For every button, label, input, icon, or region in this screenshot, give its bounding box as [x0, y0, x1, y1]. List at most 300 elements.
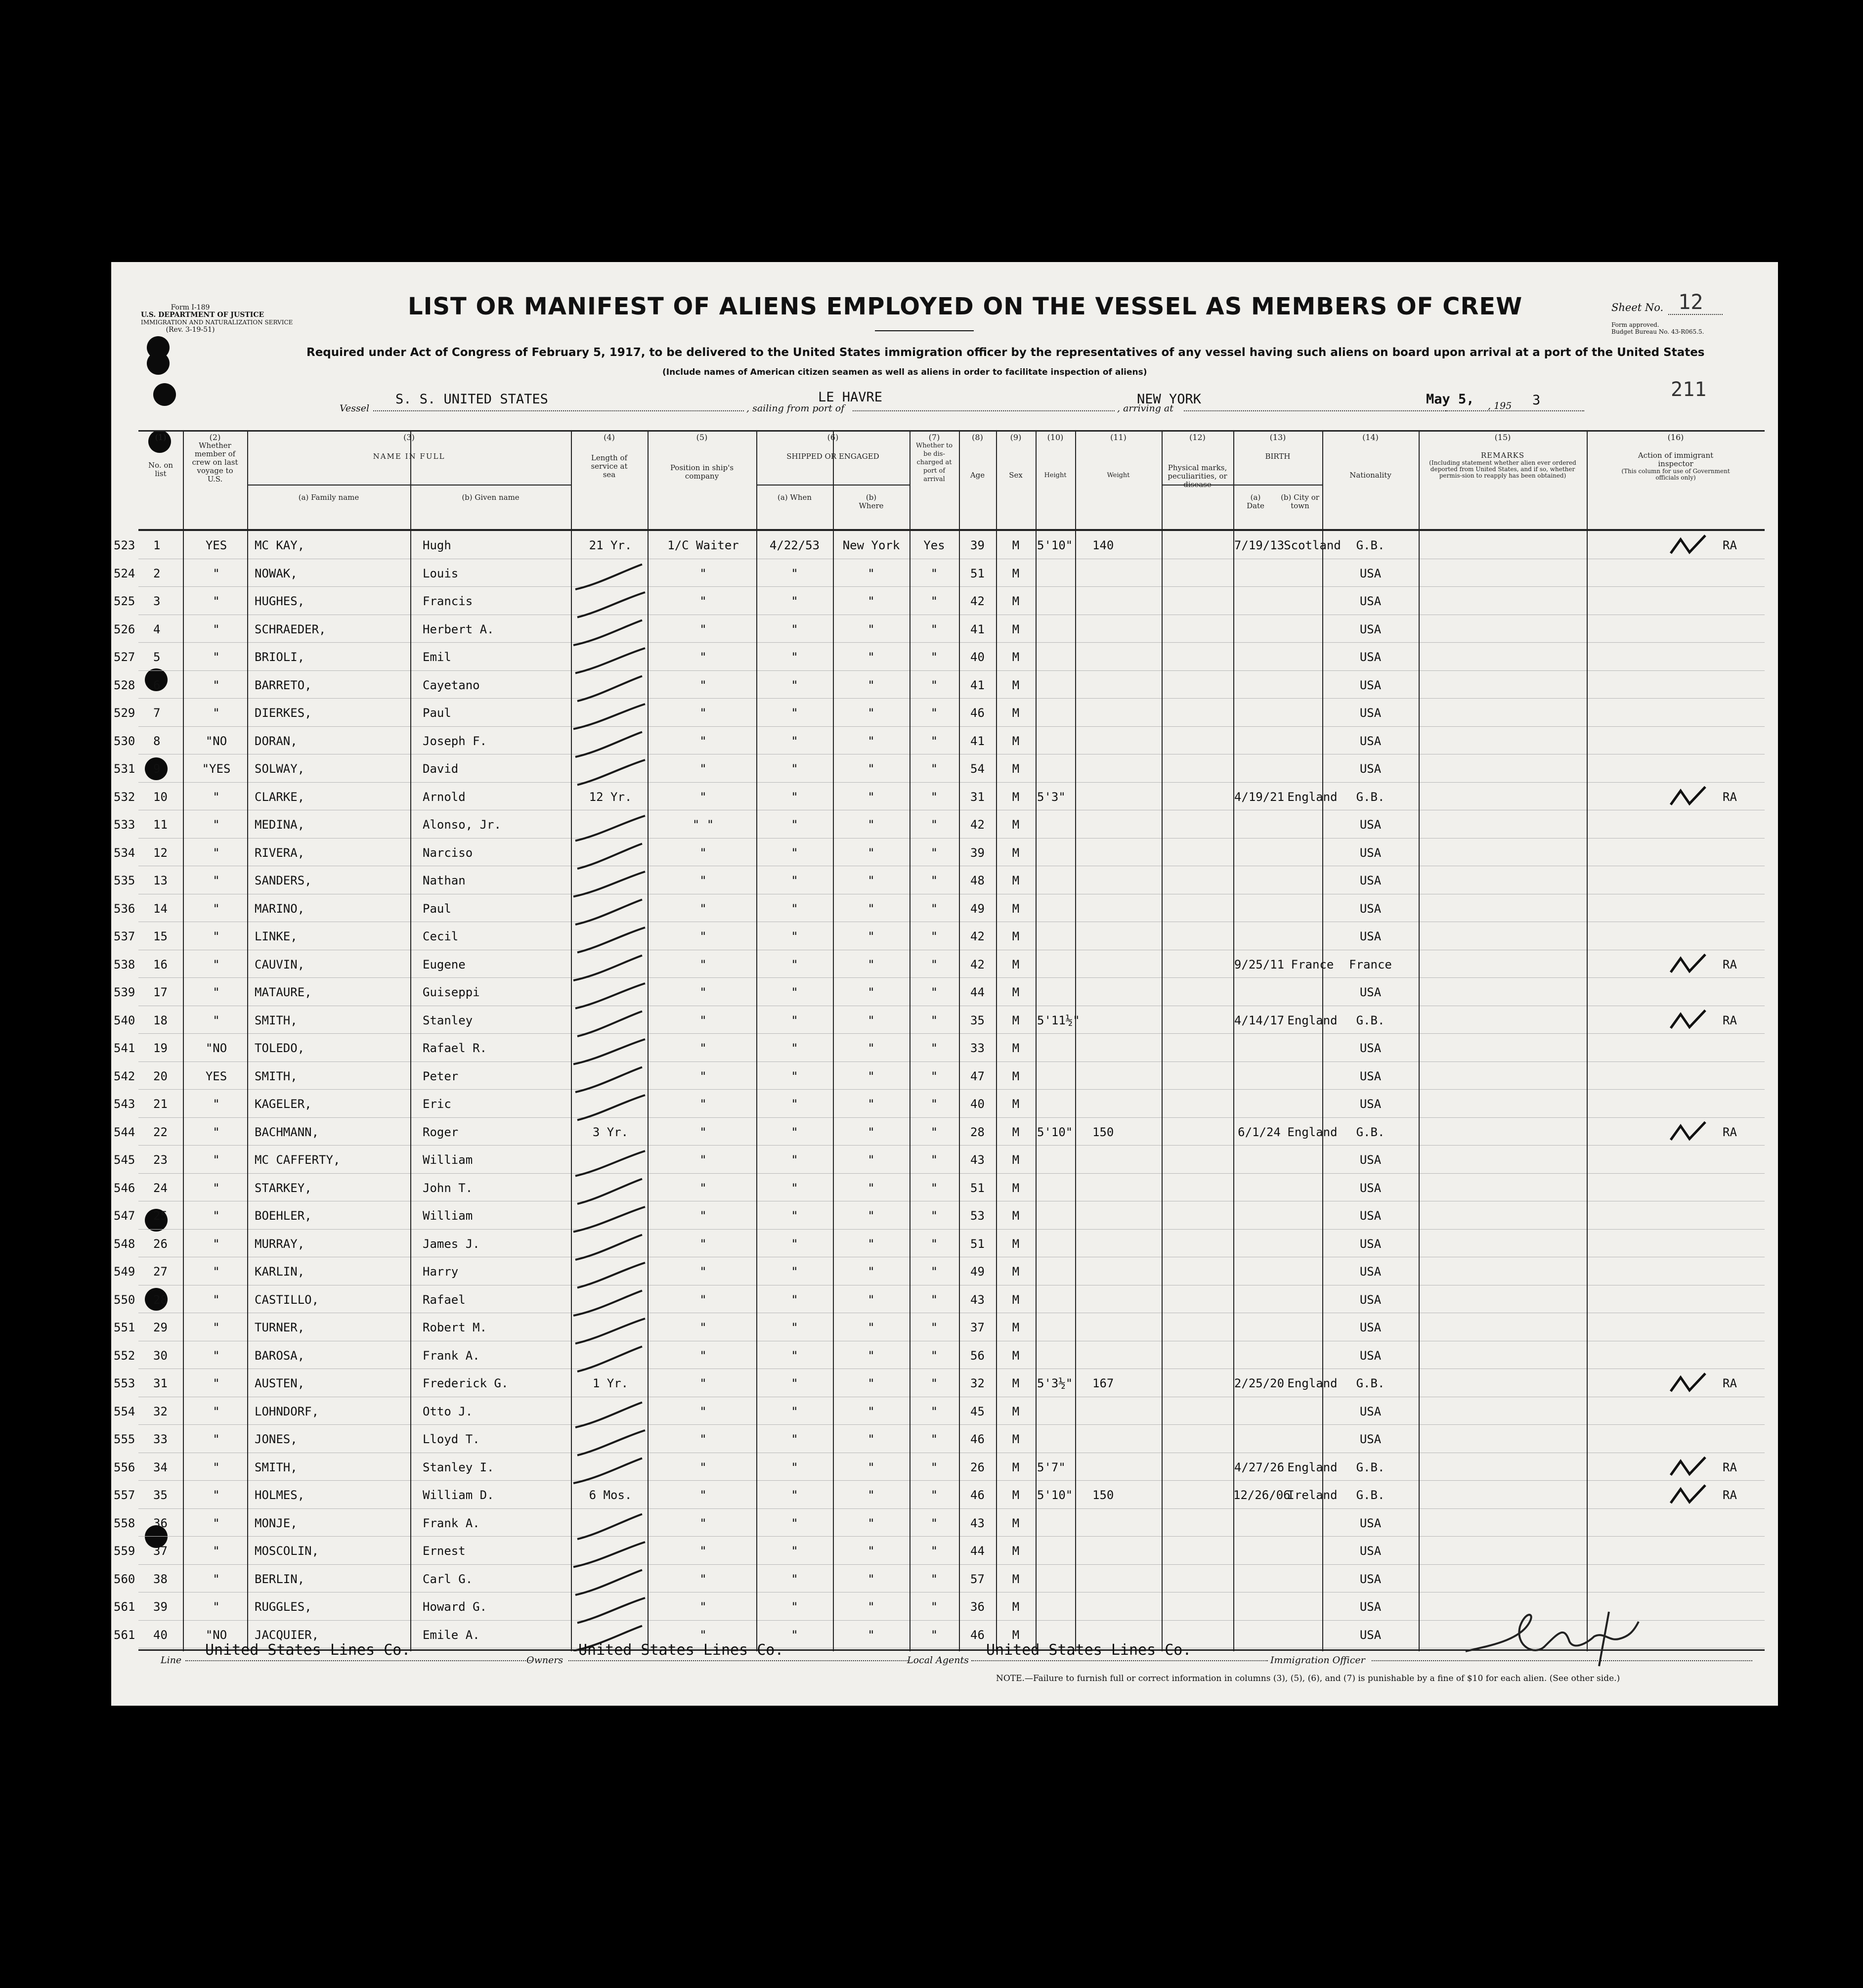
row-shipped-where: " [867, 1209, 875, 1223]
row-discharge: " [930, 706, 938, 720]
row-nationality: USA [1359, 566, 1382, 580]
row-number: 30 [153, 1348, 168, 1363]
row-position: " [699, 1628, 707, 1642]
row-shipped-when: " [791, 790, 798, 804]
row-shipped-where: " [867, 1460, 875, 1474]
row-last-voyage: " [213, 985, 220, 999]
inspector-check-mark [1671, 1485, 1705, 1503]
row-stamp-number: 537 [114, 929, 135, 943]
row-discharge: " [930, 1544, 938, 1558]
row-discharge: " [930, 594, 938, 608]
row-position: " [699, 1013, 707, 1027]
row-family-name: RIVERA, [255, 845, 305, 860]
row-stamp-number: 534 [114, 845, 135, 860]
ditto-stroke [575, 1151, 645, 1176]
row-age: 45 [970, 1404, 985, 1418]
row-nationality: G.B. [1356, 1376, 1385, 1390]
row-nationality: USA [1359, 762, 1382, 776]
row-stamp-number: 529 [114, 706, 135, 720]
row-nationality: USA [1359, 594, 1382, 608]
row-number: 34 [153, 1460, 168, 1474]
row-birth-date: 12/26/06 [1233, 1488, 1291, 1502]
row-last-voyage: " [213, 790, 220, 804]
row-given-name: Eric [423, 1097, 451, 1111]
row-sex: M [1012, 1404, 1020, 1418]
row-last-voyage: " [213, 594, 220, 608]
row-shipped-where: " [867, 1292, 875, 1307]
row-weight: 150 [1092, 1125, 1114, 1139]
sheet-number: 12 [1678, 290, 1703, 314]
col-num: (5) [696, 433, 708, 442]
row-stamp-number: 538 [114, 957, 135, 972]
row-shipped-where: " [867, 901, 875, 916]
row-last-voyage: " [213, 678, 220, 692]
row-shipped-where: " [867, 1432, 875, 1446]
row-stamp-number: 556 [114, 1460, 135, 1474]
row-discharge: " [930, 818, 938, 832]
row-sex: M [1012, 1348, 1020, 1363]
row-shipped-when: " [791, 957, 798, 972]
row-action: RA [1723, 1013, 1737, 1027]
row-given-name: Howard G. [423, 1600, 487, 1614]
row-shipped-where: " [867, 957, 875, 972]
inspector-check-mark [1671, 1122, 1705, 1140]
row-number: 39 [153, 1600, 168, 1614]
row-given-name: James J. [423, 1237, 480, 1251]
row-shipped-where: " [867, 650, 875, 664]
row-stamp-number: 560 [114, 1572, 135, 1586]
row-sex: M [1012, 957, 1020, 972]
row-given-name: Nathan [423, 874, 466, 887]
row-stamp-number: 528 [114, 678, 135, 692]
ditto-stroke [573, 1207, 645, 1232]
row-last-voyage: " [213, 818, 220, 832]
row-position: " [699, 1460, 707, 1474]
row-nationality: USA [1359, 1404, 1382, 1418]
row-position: " [699, 1600, 707, 1614]
arriving-line [1184, 410, 1446, 411]
row-family-name: NOWAK, [255, 566, 298, 580]
row-number: 17 [153, 985, 168, 999]
ditto-stroke [575, 816, 645, 841]
row-nationality: USA [1359, 678, 1382, 692]
row-service-length: 21 Yr. [589, 538, 632, 552]
row-shipped-where: " [867, 1404, 875, 1418]
row-age: 26 [970, 1460, 985, 1474]
col-label: Whether member of crew on last voyage to U.S. [192, 441, 238, 484]
row-given-name: Rafael [423, 1292, 466, 1307]
row-shipped-where: " [867, 985, 875, 999]
col-num: (9) [1010, 433, 1022, 442]
row-stamp-number: 559 [114, 1544, 135, 1558]
row-discharge: " [930, 790, 938, 804]
row-last-voyage: " [213, 1125, 220, 1139]
row-discharge: " [930, 874, 938, 887]
row-shipped-where: " [867, 594, 875, 608]
row-shipped-when: " [791, 1013, 798, 1027]
row-weight: 140 [1092, 538, 1114, 552]
year-prefix: , 195 [1488, 400, 1512, 411]
row-shipped-where: " [867, 678, 875, 692]
row-last-voyage: "YES [202, 762, 231, 776]
punch-hole [153, 383, 176, 406]
row-nationality: USA [1359, 1292, 1382, 1307]
ditto-stroke [577, 676, 642, 702]
row-stamp-number: 551 [114, 1321, 135, 1334]
row-family-name: BERLIN, [255, 1572, 305, 1586]
row-discharge: " [930, 1292, 938, 1307]
row-last-voyage: " [213, 957, 220, 972]
port-line [853, 410, 1115, 411]
row-discharge: " [930, 1488, 938, 1502]
row-position: 1/C Waiter [667, 538, 739, 552]
row-last-voyage: " [213, 1516, 220, 1530]
arriving-port: NEW YORK [1137, 392, 1202, 407]
col-label: Height [1044, 472, 1067, 479]
row-shipped-when: " [791, 734, 798, 748]
col-num: (6) [827, 433, 839, 442]
row-height: 5'10" [1037, 1125, 1073, 1139]
row-age: 39 [970, 845, 985, 860]
row-discharge: " [930, 985, 938, 999]
ditto-stroke [575, 732, 642, 757]
row-age: 51 [970, 566, 985, 580]
row-nationality: USA [1359, 845, 1382, 860]
row-position: " [699, 1516, 707, 1530]
row-number: 8 [153, 734, 161, 748]
row-given-name: Frank A. [423, 1516, 480, 1530]
col-num: (14) [1362, 433, 1379, 442]
row-last-voyage: " [213, 929, 220, 943]
date-line [1446, 410, 1584, 411]
row-position: " [699, 594, 707, 608]
row-family-name: MEDINA, [255, 818, 305, 832]
row-position: " [699, 706, 707, 720]
row-shipped-where: " [867, 1572, 875, 1586]
row-sex: M [1012, 1460, 1020, 1474]
row-given-name: Eugene [423, 957, 466, 972]
row-given-name: Paul [423, 901, 451, 916]
row-shipped-where: " [867, 706, 875, 720]
row-birth-city: Scotland [1284, 538, 1341, 552]
row-nationality: USA [1359, 1321, 1382, 1334]
row-number: 10 [153, 790, 168, 804]
row-position: " [699, 1069, 707, 1083]
row-sex: M [1012, 874, 1020, 887]
vessel-line [373, 410, 744, 411]
ditto-stroke [577, 760, 645, 785]
row-age: 43 [970, 1153, 985, 1167]
row-last-voyage: " [213, 1209, 220, 1223]
col-label: Length of service at sea [591, 453, 628, 479]
row-given-name: Rafael R. [423, 1041, 487, 1055]
row-given-name: Francis [423, 594, 473, 608]
row-shipped-when: " [791, 1209, 798, 1223]
row-sex: M [1012, 1572, 1020, 1586]
row-shipped-when: " [791, 1125, 798, 1139]
row-shipped-when: " [791, 1544, 798, 1558]
row-discharge: " [930, 1041, 938, 1055]
row-family-name: DIERKES, [255, 706, 312, 720]
row-shipped-where: " [867, 874, 875, 887]
crew-table [114, 430, 1765, 1651]
row-sex: M [1012, 650, 1020, 664]
row-shipped-when: " [791, 1041, 798, 1055]
row-stamp-number: 545 [114, 1153, 135, 1167]
row-last-voyage: " [213, 874, 220, 887]
row-position: " [699, 985, 707, 999]
row-sex: M [1012, 1013, 1020, 1027]
vessel-name: S. S. UNITED STATES [395, 392, 548, 407]
row-shipped-where: " [867, 734, 875, 748]
col-header-where: (b) Where [859, 493, 884, 510]
line-rule [185, 1660, 531, 1661]
row-sex: M [1012, 1097, 1020, 1111]
row-shipped-when: " [791, 1376, 798, 1390]
row-age: 56 [970, 1348, 985, 1363]
row-given-name: Arnold [423, 790, 466, 804]
row-last-voyage: "NO [205, 734, 227, 748]
row-given-name: Cecil [423, 929, 459, 943]
row-shipped-when: " [791, 1628, 798, 1642]
row-given-name: Alonso, Jr. [423, 818, 501, 832]
row-sex: M [1012, 1181, 1020, 1195]
col-label: BIRTH [1265, 452, 1291, 461]
row-given-name: Paul [423, 706, 451, 720]
row-number: 20 [153, 1069, 168, 1083]
row-number: 15 [153, 929, 168, 943]
row-nationality: USA [1359, 1069, 1382, 1083]
row-last-voyage: " [213, 845, 220, 860]
inspector-check-mark [1671, 1011, 1705, 1028]
row-sex: M [1012, 1488, 1020, 1502]
row-given-name: Ernest [423, 1544, 466, 1558]
row-given-name: William D. [423, 1488, 494, 1502]
service: IMMIGRATION AND NATURALIZATION SERVICE [141, 319, 293, 326]
row-nationality: USA [1359, 1600, 1382, 1614]
year-suffix: 3 [1532, 393, 1541, 408]
row-position: " [699, 678, 707, 692]
row-stamp-number: 561 [114, 1628, 135, 1642]
row-last-voyage: " [213, 1265, 220, 1279]
row-service-length: 6 Mos. [589, 1488, 632, 1502]
row-shipped-where: " [867, 1125, 875, 1139]
row-number: 31 [153, 1376, 168, 1390]
row-family-name: SMITH, [255, 1069, 298, 1083]
row-stamp-number: 553 [114, 1376, 135, 1390]
row-family-name: TURNER, [255, 1321, 305, 1334]
row-age: 40 [970, 650, 985, 664]
row-discharge: " [930, 1125, 938, 1139]
sailing-port: LE HAVRE [818, 390, 883, 405]
row-position: " [699, 566, 707, 580]
row-shipped-where: " [867, 1041, 875, 1055]
row-discharge: " [930, 762, 938, 776]
row-family-name: MATAURE, [255, 985, 312, 999]
row-number: 16 [153, 957, 168, 972]
row-number: 36 [153, 1516, 168, 1530]
row-shipped-when: " [791, 1069, 798, 1083]
row-last-voyage: " [213, 1292, 220, 1307]
owners-rule [568, 1660, 910, 1661]
row-given-name: Peter [423, 1069, 459, 1083]
row-stamp-number: 561 [114, 1600, 135, 1614]
row-shipped-when: " [791, 1488, 798, 1502]
row-family-name: MC KAY, [255, 538, 305, 552]
handwritten-marks [138, 430, 1765, 1651]
row-nationality: USA [1359, 734, 1382, 748]
row-stamp-number: 555 [114, 1432, 135, 1446]
row-family-name: DORAN, [255, 734, 298, 748]
row-given-name: David [423, 762, 459, 776]
row-age: 28 [970, 1125, 985, 1139]
row-age: 35 [970, 1013, 985, 1027]
row-discharge: " [930, 1432, 938, 1446]
row-birth-date: 4/19/21 [1234, 790, 1285, 804]
row-sex: M [1012, 594, 1020, 608]
row-family-name: LOHNDORF, [255, 1404, 319, 1418]
department: U.S. DEPARTMENT OF JUSTICE [141, 311, 264, 319]
ditto-stroke [573, 1039, 645, 1064]
row-shipped-when: " [791, 874, 798, 887]
ditto-stroke [577, 1012, 642, 1037]
row-number: 9 [153, 762, 161, 776]
row-shipped-when: " [791, 1265, 798, 1279]
row-shipped-when: " [791, 1292, 798, 1307]
row-height: 5'3½" [1037, 1376, 1073, 1390]
row-age: 39 [970, 538, 985, 552]
row-position: " [699, 1292, 707, 1307]
ditto-stroke [577, 1598, 645, 1623]
row-discharge: " [930, 1516, 938, 1530]
row-last-voyage: "NO [205, 1041, 227, 1055]
row-number: 6 [153, 678, 161, 692]
row-shipped-when: " [791, 678, 798, 692]
row-number: 24 [153, 1181, 168, 1195]
row-discharge: " [930, 734, 938, 748]
row-shipped-where: " [867, 1153, 875, 1167]
row-sex: M [1012, 622, 1020, 636]
row-action: RA [1723, 1125, 1737, 1139]
row-discharge: " [930, 1376, 938, 1390]
row-last-voyage: " [213, 1404, 220, 1418]
officer-signature [1446, 1592, 1653, 1671]
row-number: 27 [153, 1265, 168, 1279]
row-number: 1 [153, 538, 161, 552]
row-sex: M [1012, 1516, 1020, 1530]
row-age: 46 [970, 1628, 985, 1642]
col-num: (16) [1667, 433, 1684, 442]
row-discharge: " [930, 650, 938, 664]
col-header-bdate: (a) Date [1247, 493, 1264, 510]
row-family-name: SMITH, [255, 1013, 298, 1027]
row-family-name: CAUVIN, [255, 957, 305, 972]
row-stamp-number: 542 [114, 1069, 135, 1083]
row-last-voyage: " [213, 1181, 220, 1195]
row-given-name: John T. [423, 1181, 473, 1195]
row-shipped-when: " [791, 1600, 798, 1614]
row-age: 37 [970, 1321, 985, 1334]
row-shipped-where: " [867, 1321, 875, 1334]
row-number: 12 [153, 845, 168, 860]
row-stamp-number: 554 [114, 1404, 135, 1418]
row-sex: M [1012, 1376, 1020, 1390]
row-given-name: Emile A. [423, 1628, 480, 1642]
row-last-voyage: " [213, 706, 220, 720]
col-label: Age [970, 471, 985, 480]
row-discharge: " [930, 1348, 938, 1363]
row-shipped-where: " [867, 566, 875, 580]
col-label: Sex [1009, 471, 1023, 480]
col-label: No. on list [148, 461, 173, 478]
row-sex: M [1012, 706, 1020, 720]
row-family-name: TOLEDO, [255, 1041, 305, 1055]
row-shipped-when: " [791, 818, 798, 832]
row-stamp-number: 524 [114, 566, 135, 580]
ditto-stroke [575, 1319, 645, 1344]
row-number: 11 [153, 818, 168, 832]
row-discharge: " [930, 1237, 938, 1251]
row-nationality: USA [1359, 1348, 1382, 1363]
row-nationality: USA [1359, 650, 1382, 664]
row-family-name: MOSCOLIN, [255, 1544, 319, 1558]
row-age: 42 [970, 818, 985, 832]
row-family-name: SOLWAY, [255, 762, 305, 776]
row-birth-city: Ireland [1287, 1488, 1338, 1502]
inspector-check-mark [1671, 787, 1705, 805]
row-shipped-when: " [791, 1097, 798, 1111]
row-given-name: Hugh [423, 538, 451, 552]
row-discharge: " [930, 957, 938, 972]
row-sex: M [1012, 1292, 1020, 1307]
row-discharge: " [930, 1069, 938, 1083]
row-stamp-number: 527 [114, 650, 135, 664]
row-position: " [699, 790, 707, 804]
row-sex: M [1012, 1125, 1020, 1139]
row-nationality: USA [1359, 706, 1382, 720]
row-family-name: LINKE, [255, 929, 298, 943]
row-position: " [699, 1572, 707, 1586]
row-position: " [699, 1237, 707, 1251]
row-action: RA [1723, 1488, 1737, 1502]
row-shipped-where: " [867, 1516, 875, 1530]
ditto-stroke [575, 983, 645, 1009]
row-last-voyage: " [213, 1432, 220, 1446]
col-label: Action of immigrant inspector [1638, 451, 1714, 468]
row-number: 14 [153, 901, 168, 916]
row-sex: M [1012, 1432, 1020, 1446]
row-action: RA [1723, 957, 1737, 972]
officer-label: Immigration Officer [1270, 1655, 1365, 1666]
row-birth-date: 4/14/17 [1234, 1013, 1285, 1027]
budget-note [1611, 321, 1704, 335]
row-shipped-where: " [867, 1376, 875, 1390]
row-last-voyage: " [213, 1572, 220, 1586]
row-sex: M [1012, 678, 1020, 692]
row-last-voyage: " [213, 1153, 220, 1167]
row-given-name: Emil [423, 650, 451, 664]
ditto-stroke [575, 565, 642, 590]
row-number: 21 [153, 1097, 168, 1111]
row-shipped-where: " [867, 845, 875, 860]
row-shipped-when: " [791, 762, 798, 776]
col-num: (12) [1189, 433, 1206, 442]
row-last-voyage: YES [205, 538, 227, 552]
row-number: 28 [153, 1292, 168, 1307]
row-number: 33 [153, 1432, 168, 1446]
row-nationality: USA [1359, 1181, 1382, 1195]
row-given-name: Cayetano [423, 678, 480, 692]
